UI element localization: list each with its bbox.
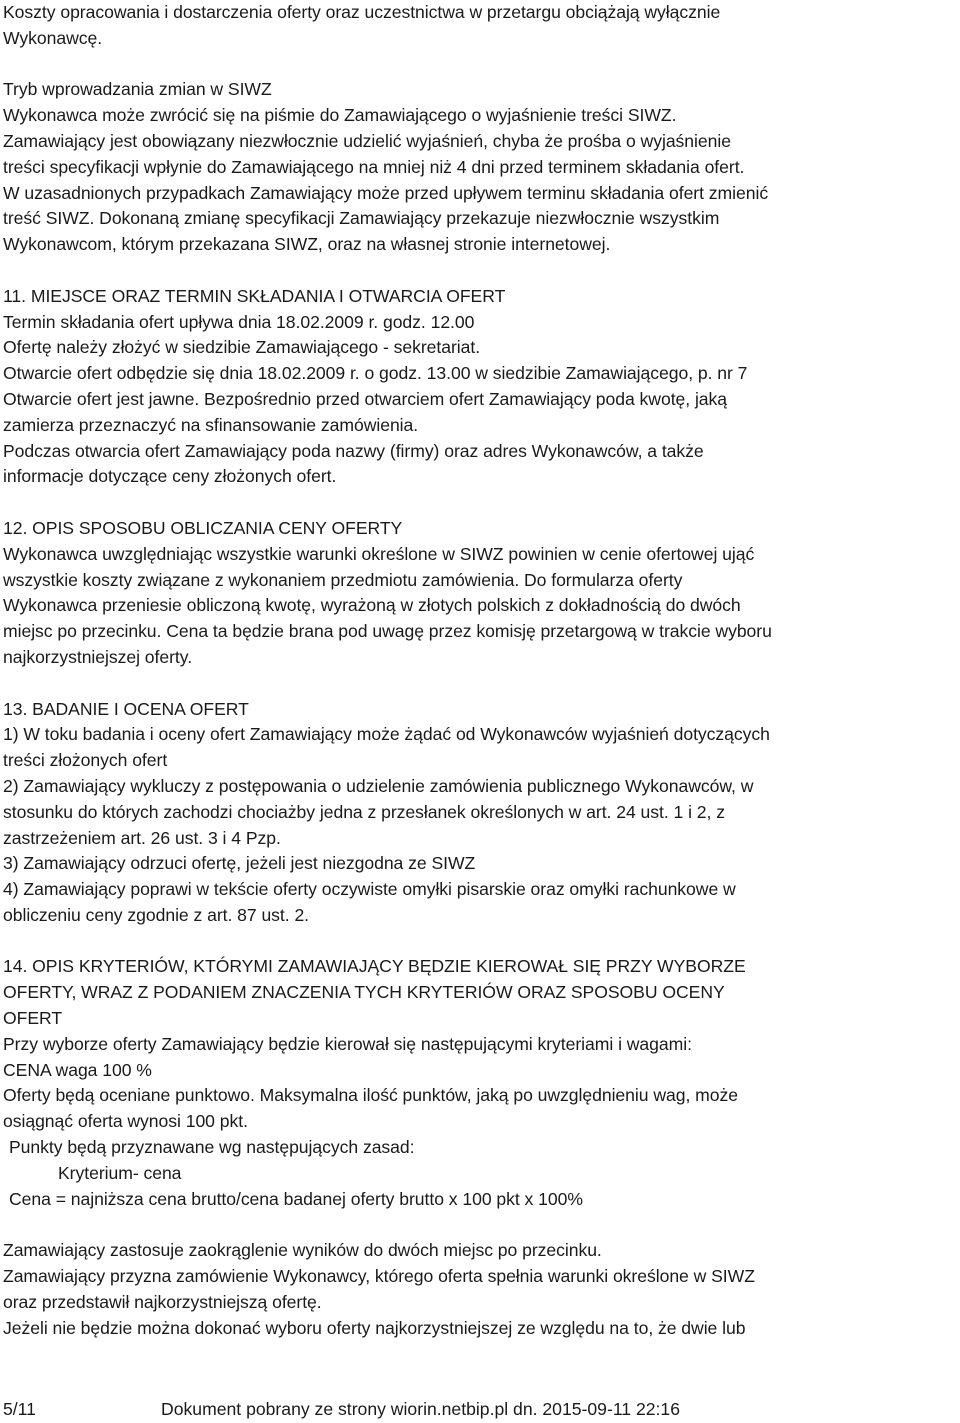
text-line: zamierza przeznaczyć na sfinansowanie zamówienia. (3, 414, 419, 435)
blank-line (3, 258, 955, 284)
text-line: Zamawiający zastosuje zaokrąglenie wyników do dwóch miejsc po przecinku. (3, 1240, 602, 1261)
footer-source: Dokument pobrany ze strony wiorin.netbip.pl dn. 2015-09-11 22:16 (161, 1399, 681, 1419)
page-number: 5/11 (3, 1399, 36, 1419)
section-heading: 14. OPIS KRYTERIÓW, KTÓRYMI ZAMAWIAJĄCY BĘDZIE KIEROWAŁ SIĘ PRZY WYBORZE (3, 956, 746, 977)
section-heading: OFERT (3, 1008, 63, 1029)
text-line: Przy wyborze oferty Zamawiający będzie kierował się następującymi kryteriami i wagami: (3, 1033, 692, 1054)
blank-line (3, 929, 955, 955)
text-line: oraz przedstawił najkorzystniejszą ofertę. (3, 1291, 322, 1312)
text-line: 4) Zamawiający poprawi w tekście oferty oczywiste omyłki pisarskie oraz omyłki rachunkowe w (3, 879, 736, 900)
text-line: Otwarcie ofert odbędzie się dnia 18.02.2009 r. o godz. 13.00 w siedzibie Zamawiającego, p. nr 7 (3, 363, 748, 384)
text-line: Jeżeli nie będzie można dokonać wyboru oferty najkorzystniejszej ze względu na to, że dwie lub (3, 1317, 746, 1338)
text-line: Otwarcie ofert jest jawne. Bezpośrednio przed otwarciem ofert Zamawiający poda kwotę, jaką (3, 388, 728, 409)
text-line: wszystkie koszty związane z wykonaniem przedmiotu zamówienia. Do formularza oferty (3, 569, 683, 590)
text-line: treści specyfikacji wpłynie do Zamawiającego na mniej niż 4 dni przed terminem składania ofert. (3, 156, 745, 177)
text-line: Oferty będą oceniane punktowo. Maksymalna ilość punktów, jaką po uwzględnieniu wag, może (3, 1085, 738, 1106)
section-heading: 12. OPIS SPOSOBU OBLICZANIA CENY OFERTY (3, 517, 403, 538)
text-line: osiągnąć oferta wynosi 100 pkt. (3, 1111, 248, 1132)
text-line: 3) Zamawiający odrzuci ofertę, jeżeli jest niezgodna ze SIWZ (3, 853, 476, 874)
text-line: Wykonawca może zwrócić się na piśmie do Zamawiającego o wyjaśnienie treści SIWZ. (3, 105, 677, 126)
document-body (3, 0, 955, 1341)
text-line: Termin składania ofert upływa dnia 18.02.2009 r. godz. 12.00 (3, 311, 475, 332)
text-line: obliczeniu ceny zgodnie z art. 87 ust. 2. (3, 904, 310, 925)
section-heading: OFERTY, WRAZ Z PODANIEM ZNACZENIA TYCH KRYTERIÓW ORAZ SPOSOBU OCENY (3, 982, 725, 1003)
text-line: treści złożonych ofert (3, 750, 168, 771)
text-line: Koszty opracowania i dostarczenia oferty oraz uczestnictwa w przetargu obciążają wyłącznie (3, 2, 721, 22)
page-footer (3, 1397, 955, 1422)
section-heading: Tryb wprowadzania zmian w SIWZ (3, 79, 272, 100)
section-heading: 13. BADANIE I OCENA OFERT (3, 698, 249, 719)
text-line: Ofertę należy złożyć w siedzibie Zamawiającego - sekretariat. (3, 337, 481, 358)
text-line: miejsc po przecinku. Cena ta będzie brana pod uwagę przez komisję przetargową w trakcie wyboru (3, 621, 772, 642)
text-line: najkorzystniejszej oferty. (3, 646, 193, 667)
text-line: CENA waga 100 % (3, 1059, 152, 1080)
blank-line (3, 52, 955, 78)
text-line: Zamawiający przyzna zamówienie Wykonawcy, którego oferta spełnia warunki określone w SIWZ (3, 1266, 755, 1287)
text-line: treść SIWZ. Dokonaną zmianę specyfikacji Zamawiający przekazuje niezwłocznie wszystkim (3, 208, 720, 229)
text-line: Podczas otwarcia ofert Zamawiający poda nazwy (firmy) oraz adres Wykonawców, a także (3, 440, 704, 461)
text-line: 1) W toku badania i oceny ofert Zamawiający może żądać od Wykonawców wyjaśnień dotyczących (3, 724, 770, 745)
text-line: Wykonawcom, którym przekazana SIWZ, oraz na własnej stronie internetowej. (3, 234, 611, 255)
text-line: Wykonawcę. (3, 27, 103, 48)
section-heading: 11. MIEJSCE ORAZ TERMIN SKŁADANIA I OTWARCIA OFERT (3, 285, 506, 306)
formula-line: Cena = najniższa cena brutto/cena badanej oferty brutto x 100 pkt x 100% (9, 1188, 583, 1209)
text-line: W uzasadnionych przypadkach Zamawiający może przed upływem terminu składania ofert zmienić (3, 182, 769, 203)
text-line: Kryterium- cena (58, 1162, 182, 1183)
text-line: Wykonawca przeniesie obliczoną kwotę, wyrażoną w złotych polskich z dokładnością do dwóch (3, 595, 741, 616)
text-line: Zamawiający jest obowiązany niezwłocznie udzielić wyjaśnień, chyba że prośba o wyjaśnienie (3, 130, 731, 151)
blank-line (3, 671, 955, 697)
text-line: Punkty będą przyznawane wg następujących zasad: (9, 1137, 415, 1158)
text-line: Wykonawca uwzględniając wszystkie warunki określone w SIWZ powinien w cenie ofertowej ująć (3, 543, 755, 564)
blank-line (3, 1212, 955, 1238)
text-line: zastrzeżeniem art. 26 ust. 3 i 4 Pzp. (3, 827, 281, 848)
blank-line (3, 490, 955, 516)
text-line: 2) Zamawiający wykluczy z postępowania o udzielenie zamówienia publicznego Wykonawców, w (3, 775, 754, 796)
text-line: informacje dotyczące ceny złożonych ofert. (3, 466, 337, 487)
text-line: stosunku do których zachodzi chociażby jedna z przesłanek określonych w art. 24 ust. 1 i 2, z (3, 801, 725, 822)
